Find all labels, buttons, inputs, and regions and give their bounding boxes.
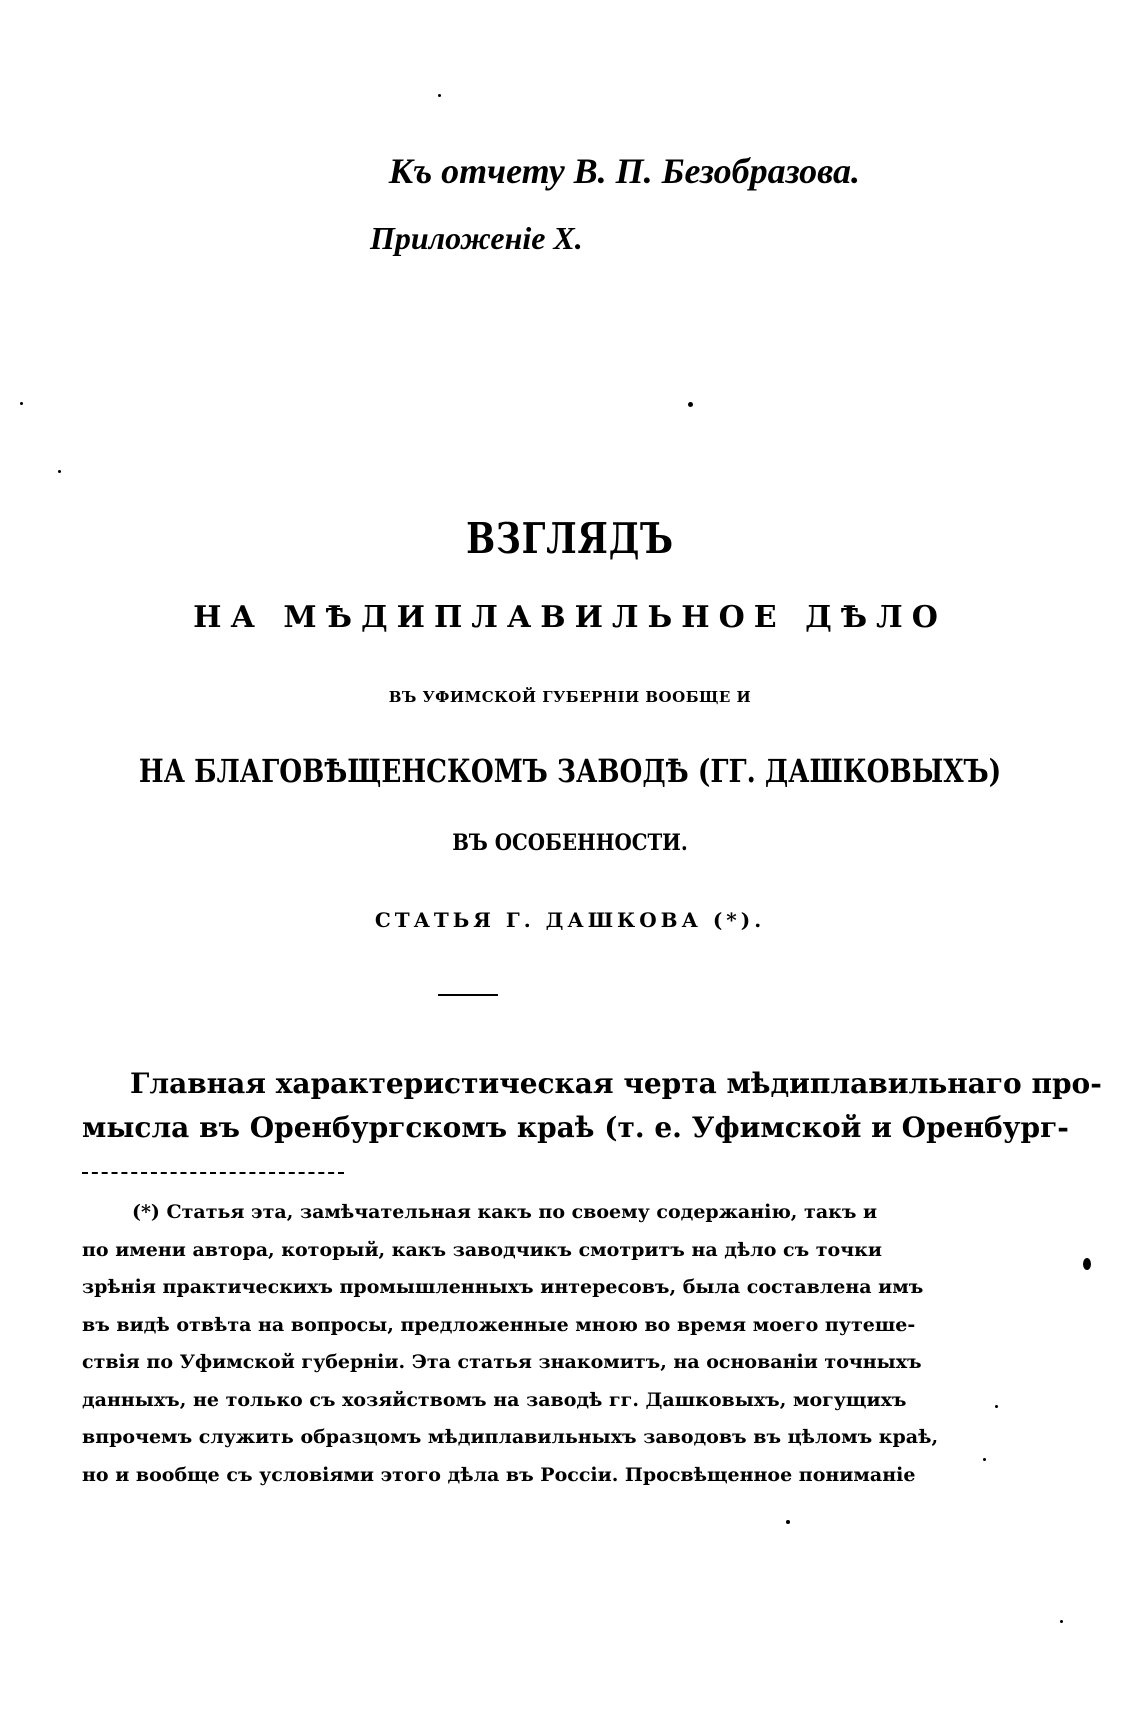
footnote-line: зрѣнія практическихъ промышленныхъ интересовъ, была составлена имъ [82, 1276, 924, 1298]
body-paragraph [82, 1062, 1102, 1150]
body-line: Главная характеристическая черта мѣдиплавильнаго про- [130, 1067, 1102, 1100]
footnote [82, 1194, 939, 1494]
title-divider [438, 994, 498, 996]
scan-speck [1060, 1620, 1063, 1623]
appendix-label: Приложеніе X. [370, 220, 583, 256]
scan-speck [786, 1520, 790, 1524]
footnote-line: но и вообще съ условіями этого дѣла въ Россіи. Просвѣщенное пониманіе [82, 1463, 916, 1486]
title-line-4: ВЪ ОСОБЕННОСТИ. [452, 830, 688, 856]
footnote-divider [82, 1172, 344, 1174]
footnote-line: данныхъ, не только съ хозяйствомъ на заводѣ гг. Дашковыхъ, могущихъ [82, 1388, 907, 1411]
scan-speck [20, 402, 23, 405]
scan-speck [438, 94, 441, 97]
footnote-line: по имени автора, который, какъ заводчикъ смотритъ на дѣло съ точки [82, 1238, 882, 1261]
title-line-1: НА МѢДИПЛАВИЛЬНОЕ ДѢЛО [193, 600, 947, 635]
footnote-line: ствія по Уфимской губерніи. Эта статья знакомитъ, на основаніи точныхъ [82, 1351, 922, 1373]
footnote-line: въ видѣ отвѣта на вопросы, предложенные мною во время моего путеше- [82, 1313, 916, 1336]
scan-speck [58, 470, 61, 473]
scan-speck [983, 1458, 986, 1461]
footnote-line: (*) Статья эта, замѣчательная какъ по своему содержанію, такъ и [132, 1201, 878, 1223]
report-reference: Къ отчету В. П. Безобразова. [388, 151, 860, 191]
footnote-line: впрочемъ служить образцомъ мѣдиплавильныхъ заводовъ въ цѣломъ краѣ, [82, 1426, 939, 1448]
body-line: мысла въ Оренбургскомъ краѣ (т. е. Уфимской и Оренбург- [82, 1111, 1069, 1144]
article-author: СТАТЬЯ Г. ДАШКОВА (*). [374, 908, 766, 932]
scan-speck [1083, 1258, 1091, 1270]
scan-speck [688, 402, 693, 407]
title-line-2: ВЪ УФИМСКОЙ ГУБЕРНІИ ВООБЩЕ И [388, 688, 752, 706]
page-title: ВЗГЛЯДЪ [466, 514, 674, 563]
title-line-3: НА БЛАГОВѢЩЕНСКОМЪ ЗАВОДѢ (ГГ. ДАШКОВЫХЪ) [138, 752, 1002, 790]
scan-speck [995, 1405, 998, 1408]
